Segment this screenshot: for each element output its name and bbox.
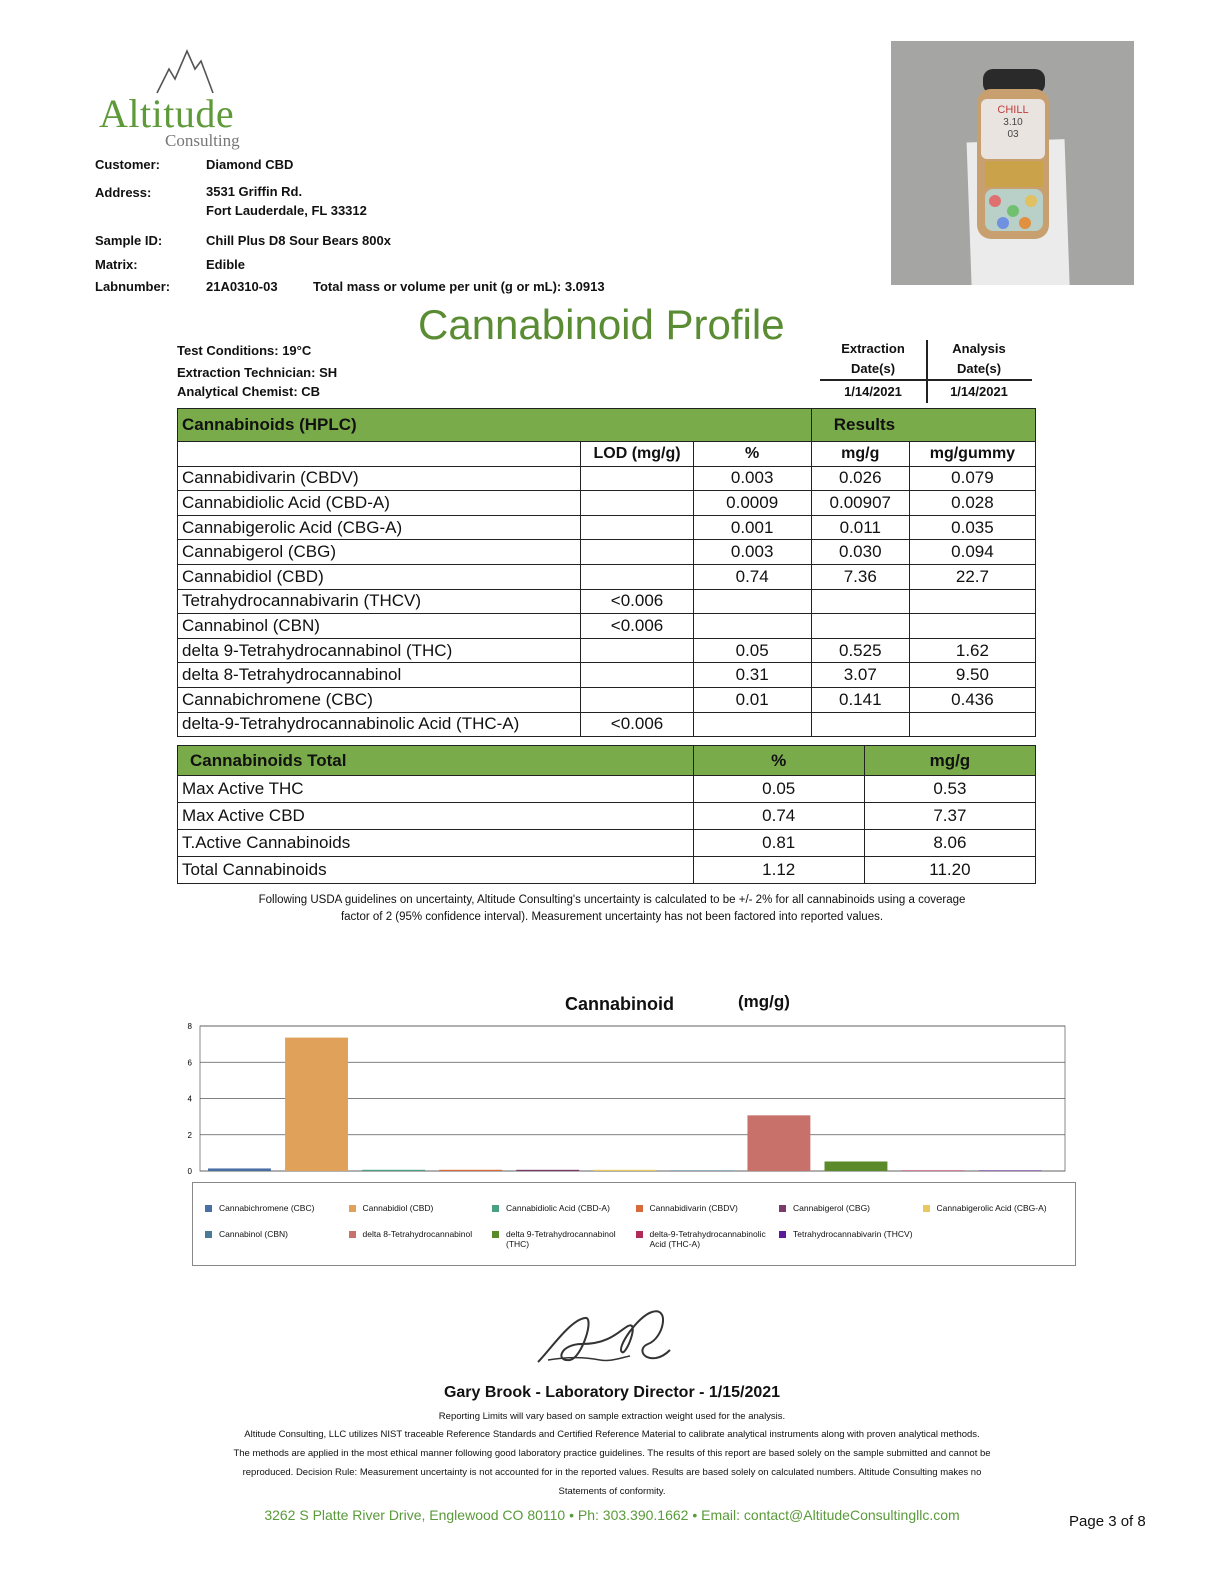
chart-bar [747, 1115, 810, 1171]
page-title: Cannabinoid Profile [418, 301, 785, 348]
legend-swatch [779, 1205, 786, 1212]
analyte-name: Cannabichromene (CBC) [178, 687, 581, 712]
total-mg-per-g: 0.53 [864, 776, 1035, 803]
legend-swatch [349, 1205, 356, 1212]
legend-label: delta 8-Tetrahydrocannabinol [362, 1229, 473, 1239]
totals-body [178, 776, 1036, 884]
totals-header-row [178, 746, 1036, 776]
chart-unit-label: (mg/g) [738, 992, 790, 1011]
chart-y-tick-label: 4 [187, 1094, 192, 1104]
legend-swatch [492, 1231, 499, 1238]
mg-per-g-value: 0.141 [811, 687, 909, 712]
cannabinoid-bar-chart [170, 1018, 1070, 1178]
table-row [178, 564, 1036, 589]
percent-value: 0.001 [693, 515, 811, 540]
legend-swatch [636, 1231, 643, 1238]
chart-bar [902, 1170, 965, 1171]
mg-per-g-value: 3.07 [811, 663, 909, 688]
lod-value: <0.006 [581, 614, 693, 639]
totals-row [178, 857, 1036, 884]
column-header-percent: % [693, 442, 811, 467]
legend-swatch [349, 1231, 356, 1238]
column-header-analyte [178, 442, 581, 467]
cannabinoid-results-table [177, 408, 1036, 737]
cannabinoid-totals-table [177, 745, 1036, 884]
mg-per-g-value: 0.011 [811, 515, 909, 540]
total-percent: 1.12 [693, 857, 864, 884]
percent-value: 0.31 [693, 663, 811, 688]
lod-value: <0.006 [581, 589, 693, 614]
product-jar-image [891, 41, 1134, 285]
chart-y-tick-label: 2 [187, 1130, 192, 1140]
analyte-name: Cannabidiol (CBD) [178, 564, 581, 589]
legend-swatch [205, 1205, 212, 1212]
lod-value [581, 491, 693, 516]
product-photo [891, 41, 1134, 285]
total-mg-per-g: 8.06 [864, 830, 1035, 857]
mg-per-gummy-value [909, 589, 1035, 614]
percent-value: 0.003 [693, 540, 811, 565]
table-row [178, 638, 1036, 663]
chart-bar [593, 1170, 656, 1171]
mg-per-gummy-value: 0.079 [909, 466, 1035, 491]
customer-value: Diamond CBD [206, 157, 294, 172]
director-signature [530, 1300, 680, 1380]
table-row [178, 491, 1036, 516]
column-header-mg-per-g: mg/g [811, 442, 909, 467]
mg-per-gummy-value: 22.7 [909, 564, 1035, 589]
legend-label: Cannabigerol (CBG) [793, 1203, 871, 1213]
legend-label: Cannabigerolic Acid (CBG-A) [936, 1203, 1047, 1213]
mg-per-g-value [811, 712, 909, 737]
total-percent: 0.81 [693, 830, 864, 857]
dates-block [820, 340, 1032, 404]
unit-mass: Total mass or volume per unit (g or mL): 3.0913 [313, 279, 605, 294]
uncertainty-note-line1: Following USDA guidelines on uncertainty, Altitude Consulting's uncertainty is calculated to be +/- 2% for all cannabinoids using a coverage [258, 894, 966, 906]
table-row [178, 687, 1036, 712]
lod-value [581, 687, 693, 712]
legend-label: delta 9-Tetrahydrocannabinol (THC) [506, 1229, 616, 1249]
chart-bar [516, 1170, 579, 1171]
percent-value: 0.74 [693, 564, 811, 589]
mg-per-g-value [811, 589, 909, 614]
logo-subword: Consulting [165, 131, 240, 150]
table-header-title: Cannabinoids (HPLC) [178, 409, 812, 442]
address-label: Address: [95, 185, 152, 200]
footer-note-2: Altitude Consulting, LLC utilizes NIST traceable Reference Standards and Certified Reference Material to calibrate analytical instruments along with proven analytical methods. [244, 1429, 980, 1440]
uncertainty-note [200, 892, 1024, 926]
legend-swatch [492, 1205, 499, 1212]
chart-title: Cannabinoid [565, 994, 674, 1014]
lod-value: <0.006 [581, 712, 693, 737]
legend-label: Cannabidiol (CBD) [362, 1203, 434, 1213]
chart-y-ticks [188, 1022, 193, 1176]
percent-value: 0.01 [693, 687, 811, 712]
analyte-name: Cannabidiolic Acid (CBD-A) [178, 491, 581, 516]
table-header-results: Results [811, 409, 1035, 442]
footer-note-3: The methods are applied in the most ethical manner following good laboratory practice guidelines. The results of this report are based solely on the sample submitted and cannot be [233, 1448, 991, 1459]
test-conditions: Test Conditions: 19°C [177, 343, 312, 358]
chart-bars [208, 1038, 1042, 1171]
legend-label: Cannabinol (CBN) [219, 1229, 288, 1239]
table-row [178, 589, 1036, 614]
legend-label: Cannabidiolic Acid (CBD-A) [506, 1203, 610, 1213]
chart-bar [825, 1161, 888, 1171]
analysis-date-header-l1: Analysis [952, 341, 1006, 356]
analytical-chemist: Analytical Chemist: CB [177, 384, 321, 399]
uncertainty-note-line2: factor of 2 (95% confidence interval). Measurement uncertainty has not been factored into reported values. [340, 911, 884, 923]
mountain-logo-icon [155, 47, 215, 95]
percent-value: 0.05 [693, 638, 811, 663]
lod-value [581, 663, 693, 688]
table-row [178, 466, 1036, 491]
analysis-date-header-l2: Date(s) [956, 361, 1002, 376]
extraction-technician: Extraction Technician: SH [177, 365, 338, 380]
mg-per-g-value: 0.026 [811, 466, 909, 491]
total-name: Total Cannabinoids [178, 857, 694, 884]
legend-swatch [923, 1205, 930, 1212]
customer-label: Customer: [95, 157, 161, 172]
legend-swatch [779, 1231, 786, 1238]
analyte-name: delta 8-Tetrahydrocannabinol [178, 663, 581, 688]
logo-word: Altitude [99, 91, 235, 136]
lod-value [581, 638, 693, 663]
jar-label-line2: 3.10 [1003, 117, 1023, 128]
sample-id-label: Sample ID: [95, 233, 163, 248]
percent-value [693, 712, 811, 737]
table-row [178, 712, 1036, 737]
legend-swatch [205, 1231, 212, 1238]
percent-value [693, 614, 811, 639]
chart-y-tick-label: 0 [187, 1167, 192, 1176]
analyte-name: Cannabigerolic Acid (CBG-A) [178, 515, 581, 540]
lod-value [581, 466, 693, 491]
chart-legend [192, 1182, 1076, 1266]
footer-note-1: Reporting Limits will vary based on sample extraction weight used for the analysis. [438, 1411, 786, 1422]
percent-value: 0.003 [693, 466, 811, 491]
extraction-date-header-l1: Extraction [841, 341, 905, 356]
chart-y-tick-label: 6 [187, 1058, 192, 1068]
chart-bar [979, 1170, 1042, 1171]
total-name: Max Active THC [178, 776, 694, 803]
table-column-header-row [178, 442, 1036, 467]
address-line1: 3531 Griffin Rd. [206, 184, 303, 199]
jar-label-line3: 03 [1007, 129, 1019, 140]
mg-per-g-value [811, 614, 909, 639]
totals-header-mg-per-g: mg/g [864, 746, 1035, 776]
lod-value [581, 564, 693, 589]
percent-value: 0.0009 [693, 491, 811, 516]
legend-swatch [636, 1205, 643, 1212]
table-row [178, 614, 1036, 639]
sample-id-value: Chill Plus D8 Sour Bears 800x [206, 233, 391, 248]
mg-per-g-value: 0.00907 [811, 491, 909, 516]
footer-contact: 3262 S Platte River Drive, Englewood CO 80110 • Ph: 303.390.1662 • Email: contact@AltitudeConsultingllc.com [264, 1507, 960, 1523]
analysis-date: 1/14/2021 [950, 384, 1008, 399]
labnumber-label: Labnumber: [95, 279, 171, 294]
extraction-date: 1/14/2021 [844, 384, 902, 399]
chart-bar [439, 1170, 502, 1171]
legend-label: Tetrahydrocannabivarin (THCV) [793, 1229, 913, 1239]
total-name: Max Active CBD [178, 803, 694, 830]
legend-label: Cannabidivarin (CBDV) [649, 1203, 738, 1213]
mg-per-gummy-value: 0.094 [909, 540, 1035, 565]
labnumber-value: 21A0310-03 [206, 279, 278, 294]
column-header-lod: LOD (mg/g) [581, 442, 693, 467]
table-body [178, 466, 1036, 737]
legend-label: Cannabichromene (CBC) [219, 1203, 315, 1213]
lod-value [581, 540, 693, 565]
totals-header-title: Cannabinoids Total [178, 746, 694, 776]
lod-value [581, 515, 693, 540]
matrix-label: Matrix: [95, 257, 138, 272]
company-logo [95, 42, 255, 152]
analyte-name: Cannabigerol (CBG) [178, 540, 581, 565]
mg-per-g-value: 7.36 [811, 564, 909, 589]
total-percent: 0.05 [693, 776, 864, 803]
analyte-name: delta 9-Tetrahydrocannabinol (THC) [178, 638, 581, 663]
percent-value [693, 589, 811, 614]
mg-per-g-value: 0.030 [811, 540, 909, 565]
mg-per-gummy-value: 1.62 [909, 638, 1035, 663]
total-percent: 0.74 [693, 803, 864, 830]
dates-rule [820, 379, 1032, 381]
chart-bar [208, 1168, 271, 1171]
mg-per-gummy-value: 0.436 [909, 687, 1035, 712]
footer-note-4: reproduced. Decision Rule: Measurement uncertainty is not accounted for in the reported values. Results are based solely on calculated numbers. Altitude Consulting makes no [242, 1467, 982, 1478]
chart-bar [285, 1038, 348, 1171]
totals-header-percent: % [693, 746, 864, 776]
analyte-name: delta-9-Tetrahydrocannabinolic Acid (THC-A) [178, 712, 581, 737]
footer-note-5: Statements of conformity. [558, 1486, 666, 1497]
mg-per-gummy-value [909, 712, 1035, 737]
analyte-name: Tetrahydrocannabivarin (THCV) [178, 589, 581, 614]
chart-y-tick-label: 8 [187, 1022, 192, 1031]
mg-per-gummy-value: 9.50 [909, 663, 1035, 688]
analyte-name: Cannabidivarin (CBDV) [178, 466, 581, 491]
totals-row [178, 803, 1036, 830]
dates-divider [926, 340, 928, 403]
legend-label: delta-9-Tetrahydrocannabinolic Acid (THC-A) [649, 1229, 766, 1249]
extraction-date-header-l2: Date(s) [850, 361, 896, 376]
chart-bar [670, 1170, 733, 1171]
mg-per-gummy-value [909, 614, 1035, 639]
total-name: T.Active Cannabinoids [178, 830, 694, 857]
page-number: Page 3 of 8 [1069, 1513, 1146, 1530]
address-line2: Fort Lauderdale, FL 33312 [206, 203, 367, 218]
column-header-mg-per-gummy: mg/gummy [909, 442, 1035, 467]
totals-row [178, 776, 1036, 803]
table-row [178, 663, 1036, 688]
table-header-row [178, 409, 1036, 442]
total-mg-per-g: 11.20 [864, 857, 1035, 884]
analyte-name: Cannabinol (CBN) [178, 614, 581, 639]
matrix-value: Edible [206, 257, 246, 272]
mg-per-gummy-value: 0.028 [909, 491, 1035, 516]
table-row [178, 540, 1036, 565]
laboratory-director: Gary Brook - Laboratory Director - 1/15/2021 [443, 1384, 781, 1401]
mg-per-gummy-value: 0.035 [909, 515, 1035, 540]
mg-per-g-value: 0.525 [811, 638, 909, 663]
chart-bar [362, 1170, 425, 1171]
total-mg-per-g: 7.37 [864, 803, 1035, 830]
table-row [178, 515, 1036, 540]
jar-label-line1: CHILL [997, 104, 1029, 116]
totals-row [178, 830, 1036, 857]
